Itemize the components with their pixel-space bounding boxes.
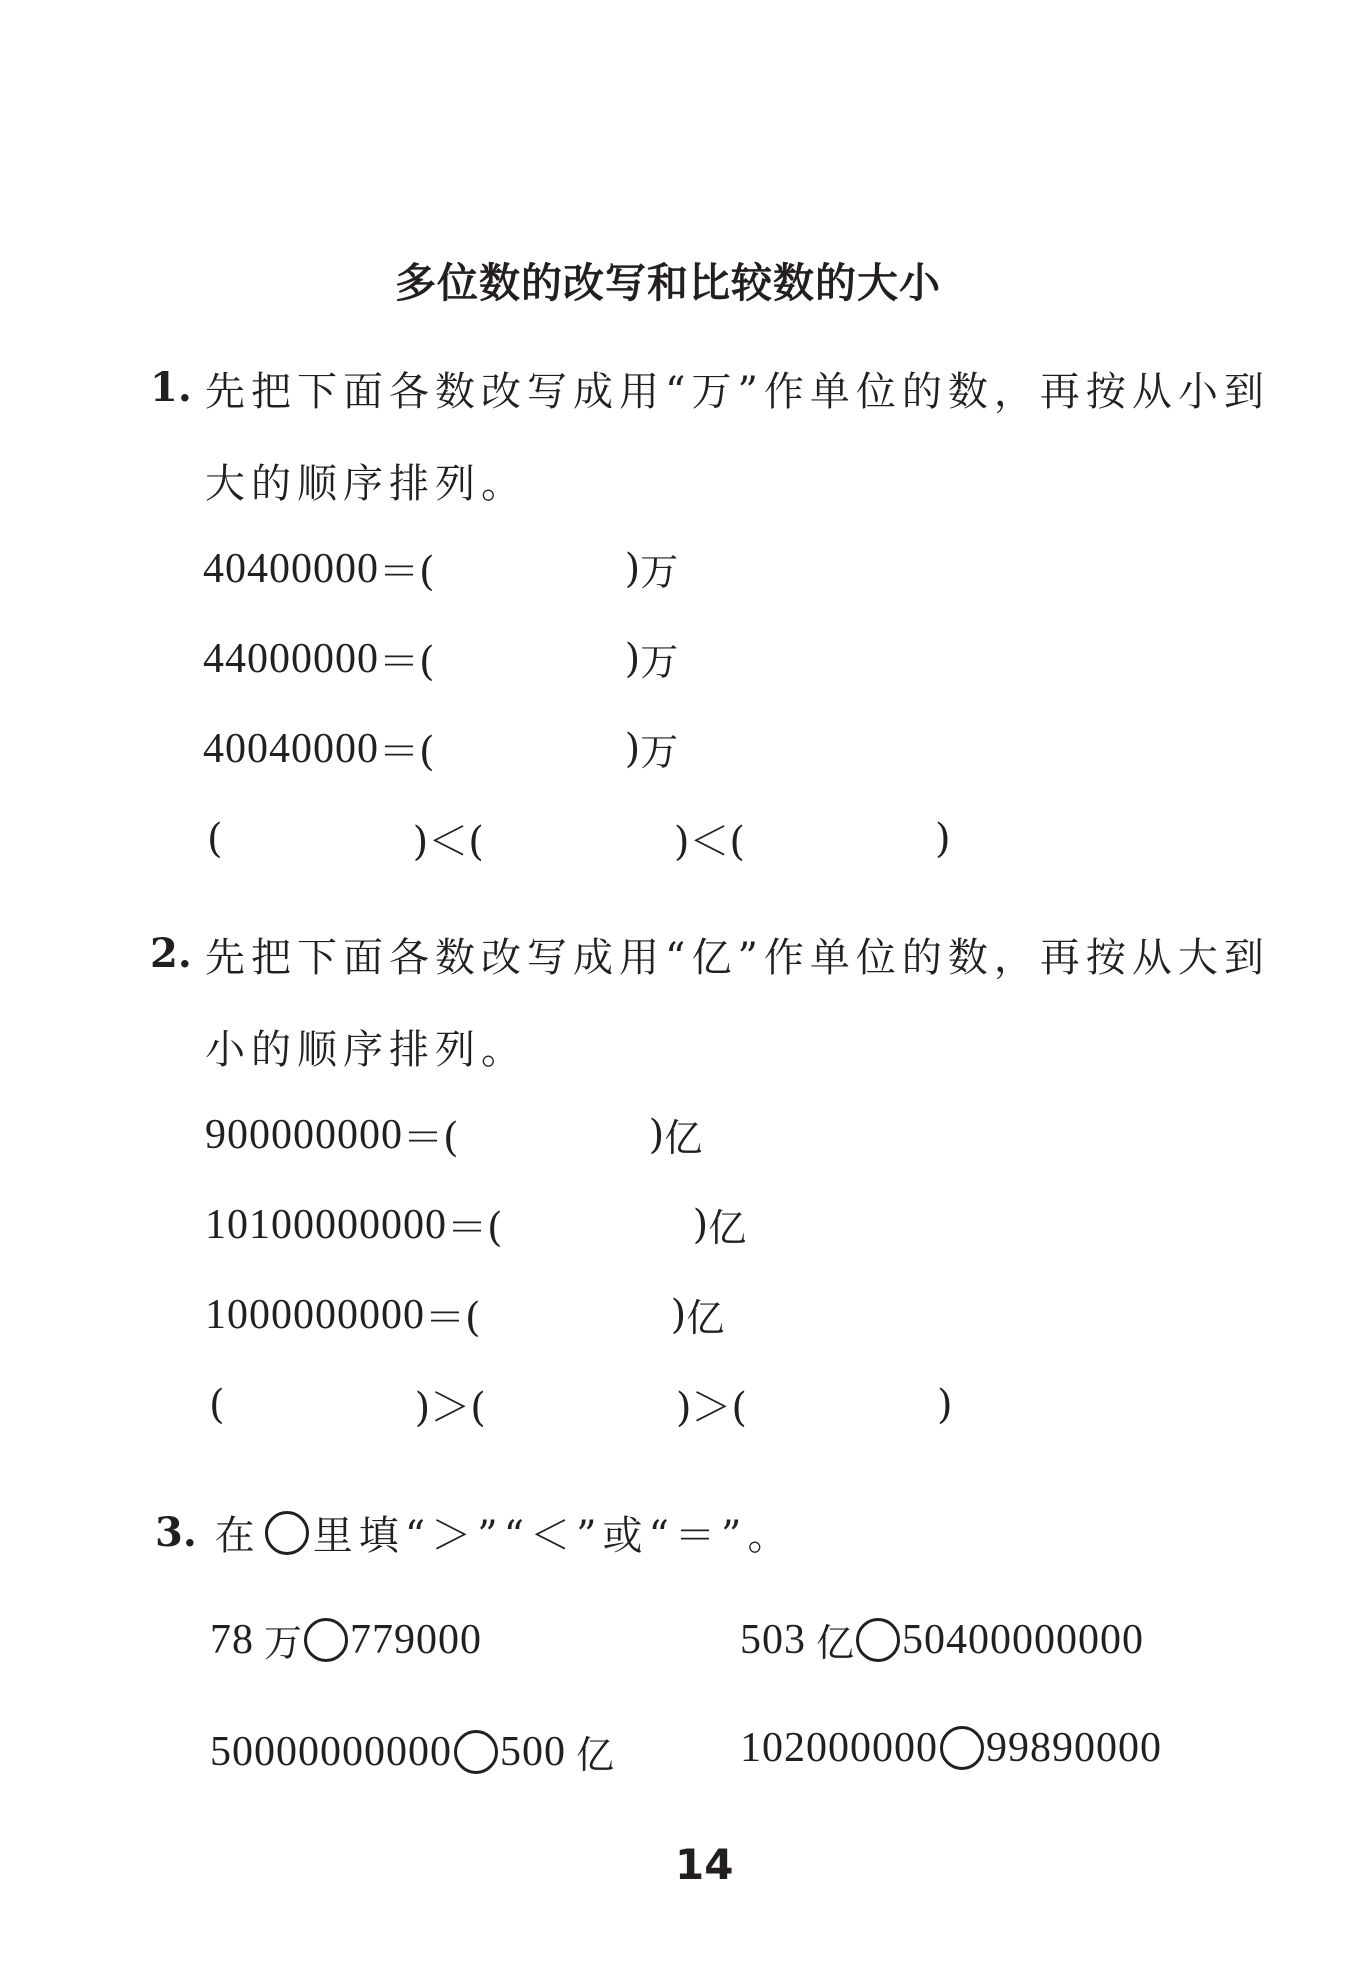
q3-right-unit: 亿 <box>576 1733 615 1777</box>
q3-pair-3 <box>210 1724 614 1779</box>
q2-instruction-line2: 小的顺序排列。 <box>205 1027 527 1073</box>
q1-item-equals-open: ＝( <box>379 729 435 775</box>
q1-item-equals-open: ＝( <box>379 639 435 685</box>
q1-item-unit: 万 <box>640 550 679 594</box>
q1-item-number: 40040000 <box>203 725 379 772</box>
q2-item-unit: 亿 <box>686 1296 725 1340</box>
q2-order-open: ( <box>209 1381 225 1428</box>
q1-item-unit: 万 <box>640 640 679 684</box>
q1-order-sep-2: )＜( <box>673 819 746 865</box>
circle-icon <box>265 1511 309 1555</box>
q2-item-close: ) <box>670 1291 687 1338</box>
compare-circle[interactable] <box>856 1618 900 1662</box>
q1-item-equals-open: ＝( <box>379 549 435 595</box>
compare-circle[interactable] <box>304 1618 348 1662</box>
q2-item-2 <box>205 1196 746 1253</box>
q3-instruction <box>155 1504 793 1561</box>
q3-left-unit: 亿 <box>816 1621 855 1665</box>
q2-item-close: ) <box>648 1111 665 1158</box>
q2-number: 2. <box>150 930 192 977</box>
q1-order-open: ( <box>207 815 223 862</box>
q1-item-number: 40400000 <box>203 545 379 592</box>
q3-right-number: 779000 <box>350 1616 483 1663</box>
q3-left-unit: 万 <box>264 1621 303 1665</box>
q2-item-number: 10100000000 <box>205 1201 447 1248</box>
q1-item-close: ) <box>624 725 641 772</box>
compare-circle[interactable] <box>454 1730 498 1774</box>
q2-item-number: 1000000000 <box>205 1291 425 1338</box>
q3-pair-2 <box>740 1612 1144 1667</box>
q1-number: 1. <box>150 364 192 411</box>
q3-number: 3. <box>155 1509 197 1556</box>
q2-order-sep-2: )＞( <box>675 1385 748 1431</box>
q1-instruction-line2: 大的顺序排列。 <box>205 461 527 507</box>
q2-item-equals-open: ＝( <box>403 1115 459 1161</box>
q2-order-close: ) <box>937 1381 953 1428</box>
q2-item-1 <box>205 1106 702 1163</box>
q1-item-unit: 万 <box>640 730 679 774</box>
q3-pair-1 <box>210 1612 482 1667</box>
q3-left-number: 50000000000 <box>210 1728 452 1775</box>
q2-item-close: ) <box>692 1201 709 1248</box>
q2-order-sep-1: )＞( <box>414 1385 486 1431</box>
q1-item-number: 44000000 <box>203 635 379 682</box>
q1-item-2 <box>203 630 678 687</box>
q2-item-equals-open: ＝( <box>447 1205 503 1251</box>
q3-pair-4 <box>740 1724 1162 1772</box>
page-number: 14 <box>675 1840 734 1889</box>
q3-text-before: 在 <box>214 1513 261 1559</box>
q1-item-close: ) <box>624 545 641 592</box>
q2-item-equals-open: ＝( <box>425 1295 481 1341</box>
q3-right-number: 99890000 <box>986 1725 1162 1771</box>
q1-order-sep-1: )＜( <box>412 819 484 865</box>
q3-left-number: 503 <box>740 1616 806 1663</box>
q3-left-number: 78 <box>210 1616 254 1663</box>
q1-item-close: ) <box>624 635 641 682</box>
q3-text-after: 里填“＞”“＜”或“＝”。 <box>312 1513 794 1559</box>
q3-right-number: 500 <box>500 1728 566 1775</box>
page-title: 多位数的改写和比较数的大小 <box>395 259 941 307</box>
q2-order-row <box>209 1376 953 1433</box>
q1-item-1 <box>203 540 678 597</box>
q1-order-row <box>207 810 951 867</box>
q2-item-number: 900000000 <box>205 1111 403 1158</box>
q3-right-number: 50400000000 <box>902 1616 1145 1663</box>
q1-order-close: ) <box>935 815 951 862</box>
q1-instruction-line1: 先把下面各数改写成用“万”作单位的数，再按从小到 <box>205 369 1270 415</box>
q2-item-unit: 亿 <box>664 1116 703 1160</box>
q2-instruction-line1: 先把下面各数改写成用“亿”作单位的数，再按从大到 <box>205 935 1270 981</box>
q2-item-3 <box>205 1286 724 1343</box>
q2-item-unit: 亿 <box>708 1206 747 1250</box>
compare-circle[interactable] <box>940 1726 984 1770</box>
q3-left-number: 102000000 <box>740 1725 938 1771</box>
q1-item-3 <box>203 720 678 777</box>
